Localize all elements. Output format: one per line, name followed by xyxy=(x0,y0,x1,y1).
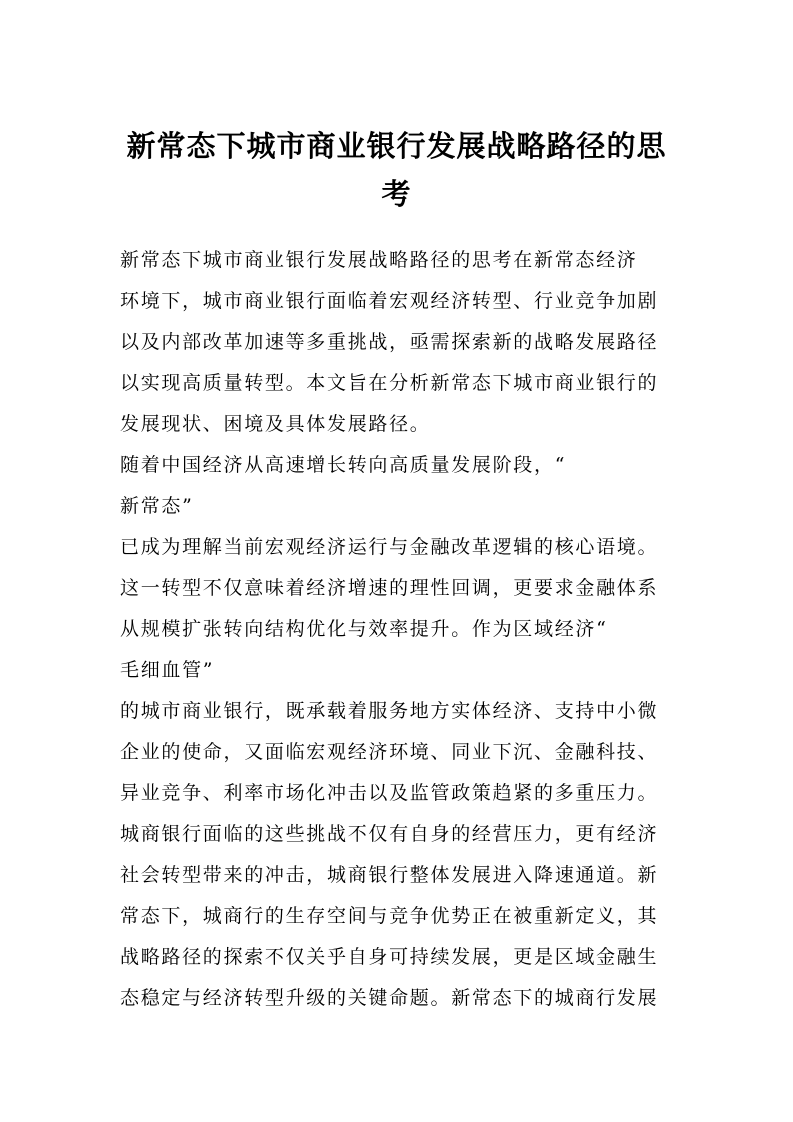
body-line-18: 战略路径的探索不仅关乎自身可持续发展，更是区域金融生 xyxy=(120,946,659,968)
body-line-14: 异业竞争、利率市场化冲击以及监管政策趋紧的多重压力。 xyxy=(120,782,659,804)
body-line-13: 企业的使命，又面临宏观经济环境、同业下沉、金融科技、 xyxy=(120,741,659,763)
body-line-1: 新常态下城市商业银行发展战略路径的思考在新常态经济 xyxy=(120,249,638,271)
body-line-5: 发展现状、困境及具体发展路径。 xyxy=(120,413,431,435)
body-line-2: 环境下，城市商业银行面临着宏观经济转型、行业竞争加剧 xyxy=(120,290,659,312)
document-title xyxy=(100,122,693,218)
body-line-4: 以实现高质量转型。本文旨在分析新常态下城市商业银行的 xyxy=(120,372,659,394)
body-line-19: 态稳定与经济转型升级的关键命题。新常态下的城商行发展 xyxy=(120,987,659,1009)
body-line-12: 的城市商业银行，既承载着服务地方实体经济、支持中小微 xyxy=(120,700,659,722)
title-line-2: 考 xyxy=(381,177,412,211)
body-line-15: 城商银行面临的这些挑战不仅有自身的经营压力，更有经济 xyxy=(120,823,659,845)
body-line-17: 常态下，城商行的生存空间与竞争优势正在被重新定义，其 xyxy=(120,905,659,927)
body-line-6: 随着中国经济从高速增长转向高质量发展阶段，“ xyxy=(120,454,567,476)
body-line-9: 这一转型不仅意味着经济增速的理性回调，更要求金融体系 xyxy=(120,577,659,599)
body-line-7: 新常态” xyxy=(120,495,194,517)
body-line-16: 社会转型带来的冲击，城商银行整体发展进入降速通道。新 xyxy=(120,864,659,886)
title-line-1: 新常态下城市商业银行发展战略路径的思 xyxy=(126,129,667,163)
body-line-10: 从规模扩张转向结构优化与效率提升。作为区域经济“ xyxy=(120,618,608,640)
document-body xyxy=(120,240,676,1019)
body-line-8: 已成为理解当前宏观经济运行与金融改革逻辑的核心语境。 xyxy=(120,536,659,558)
body-line-3: 以及内部改革加速等多重挑战，亟需探索新的战略发展路径 xyxy=(120,331,659,353)
body-line-11: 毛细血管” xyxy=(120,659,215,681)
